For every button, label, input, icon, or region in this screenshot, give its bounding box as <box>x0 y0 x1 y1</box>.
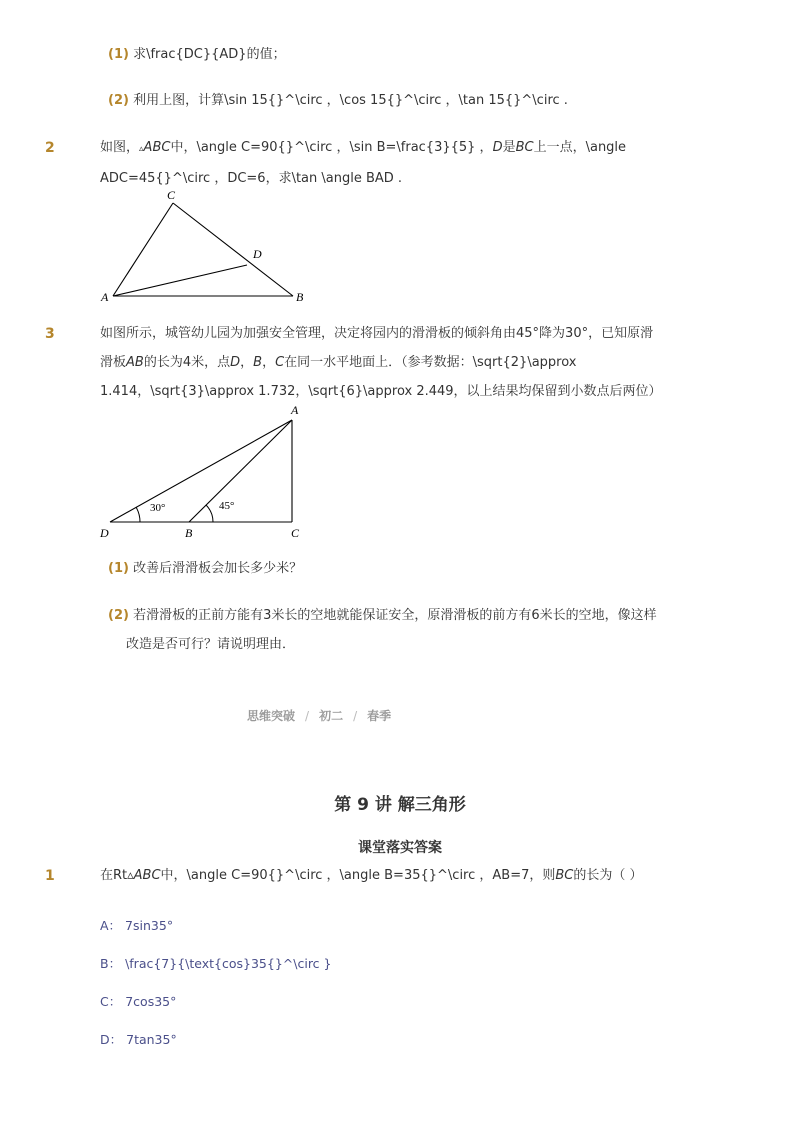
text-run: C <box>275 355 285 370</box>
triangle-symbol: ▵ <box>139 144 144 154</box>
side-ac <box>113 203 173 296</box>
q2-line2: ADC=45{}^\circ ，DC=6，求\tan \angle BAD . <box>100 171 403 186</box>
q3-line3: 1.414，\sqrt{3}\approx 1.732，\sqrt{6}\approx 2.449，以上结果均保留到小数点后两位） <box>100 384 662 399</box>
angle-arc-30 <box>136 507 140 522</box>
page-footer <box>247 707 391 724</box>
q2-text <box>100 133 660 193</box>
q3-part2 <box>108 601 658 659</box>
footer-separator: / <box>305 709 310 723</box>
choice-c[interactable] <box>100 992 176 1010</box>
lecture-title: 第 9 讲 解三角形 <box>334 795 466 815</box>
part-label: (2) <box>108 608 129 623</box>
text-run: BC <box>515 140 534 155</box>
text-run: B <box>253 355 263 370</box>
footer-text: 春季 <box>367 709 392 723</box>
text-run: 的长为4米，点 <box>143 355 231 370</box>
text-run: 的长为（ ） <box>573 868 643 883</box>
footer-text: 思维突破 <box>247 709 296 723</box>
text-run: ABC <box>133 868 161 883</box>
vertex-label-c: C <box>291 526 300 540</box>
text-run: 滑板 <box>100 355 127 370</box>
q3-slide-figure <box>95 400 315 545</box>
a1-text <box>100 861 643 890</box>
q3-line1: 如图所示，城管幼儿园为加强安全管理，决定将园内的滑滑板的倾斜角由45°降为30°，已知原滑 <box>100 326 654 341</box>
new-slide-ad <box>110 420 292 522</box>
text-run: D <box>230 355 241 370</box>
choice-b[interactable] <box>100 954 331 972</box>
text-run: 中，\angle C=90{}^\circ ，\sin B=\frac{3}{5} ， <box>170 140 493 155</box>
text-run: 上一点，\angle <box>533 140 627 155</box>
text-run: 是 <box>502 140 516 155</box>
part-label: (1) <box>108 47 129 62</box>
q3-part1 <box>108 554 302 583</box>
vertex-label-b: B <box>296 290 304 304</box>
part-label: (1) <box>108 561 129 576</box>
vertex-label-b: B <box>185 526 193 540</box>
text-run: BC <box>555 868 574 883</box>
footer-text: 初二 <box>319 709 344 723</box>
q2-triangle-figure <box>95 185 315 310</box>
footer-separator: / <box>353 709 358 723</box>
vertex-label-d: D <box>253 247 262 261</box>
choice-label: D： <box>100 1032 123 1047</box>
q2-line1 <box>100 133 660 164</box>
part-text: 求\frac{DC}{AD}的值； <box>133 47 286 62</box>
vertex-label-a: A <box>101 290 109 304</box>
choice-text: 7sin35° <box>125 918 174 933</box>
angle-label-45: 45° <box>219 500 235 512</box>
part-text: 若滑滑板的正前方能有3米长的空地就能保证安全，原滑滑板的前方有6米长的空地，像这样 <box>133 608 657 623</box>
q3-text <box>100 319 660 406</box>
text-run: D <box>492 140 503 155</box>
part-label: (2) <box>108 93 129 108</box>
choice-text: 7cos35° <box>125 994 177 1009</box>
text-run: 如图， <box>100 140 140 155</box>
vertex-label-c: C <box>167 188 176 202</box>
angle-arc-45 <box>206 505 213 522</box>
vertex-label-a: A <box>291 403 299 417</box>
choice-text: \frac{7}{\text{cos}35{}^\circ } <box>125 956 332 971</box>
choice-text: 7tan35° <box>126 1032 177 1047</box>
text-run: 在Rt▵ <box>100 868 134 883</box>
question-number: 2 <box>45 140 55 156</box>
text-run: ABC <box>143 140 171 155</box>
angle-label-30: 30° <box>150 502 166 514</box>
side-cb <box>173 203 293 296</box>
part-text: 改善后滑滑板会加长多少米？ <box>133 561 303 576</box>
part-text: 利用上图，计算\sin 15{}^\circ ，\cos 15{}^\circ ，\tan 15{}^\circ . <box>133 93 568 108</box>
choice-label: B： <box>100 956 122 971</box>
section-title: 课堂落实答案 <box>358 840 442 856</box>
segment-ad <box>113 265 247 296</box>
text-run: ， <box>240 355 254 370</box>
vertex-label-d: D <box>100 526 109 540</box>
text-run: AB <box>126 355 144 370</box>
choice-label: A： <box>100 918 122 933</box>
text-run: 中，\angle C=90{}^\circ ，\angle B=35{}^\circ ，AB=7，则 <box>160 868 556 883</box>
q1-part1 <box>108 40 286 69</box>
text-run: ， <box>262 355 276 370</box>
question-number: 1 <box>45 868 55 884</box>
part-text-continued: 改造是否可行？请说明理由． <box>126 637 296 652</box>
choice-label: C： <box>100 994 122 1009</box>
text-run: 在同一水平地面上．（参考数据：\sqrt{2}\approx <box>284 355 577 370</box>
old-slide-ab <box>189 420 292 522</box>
choice-d[interactable] <box>100 1030 177 1048</box>
q1-part2 <box>108 86 568 115</box>
q3-line2 <box>100 348 660 377</box>
choice-a[interactable] <box>100 916 173 934</box>
question-number: 3 <box>45 326 55 342</box>
